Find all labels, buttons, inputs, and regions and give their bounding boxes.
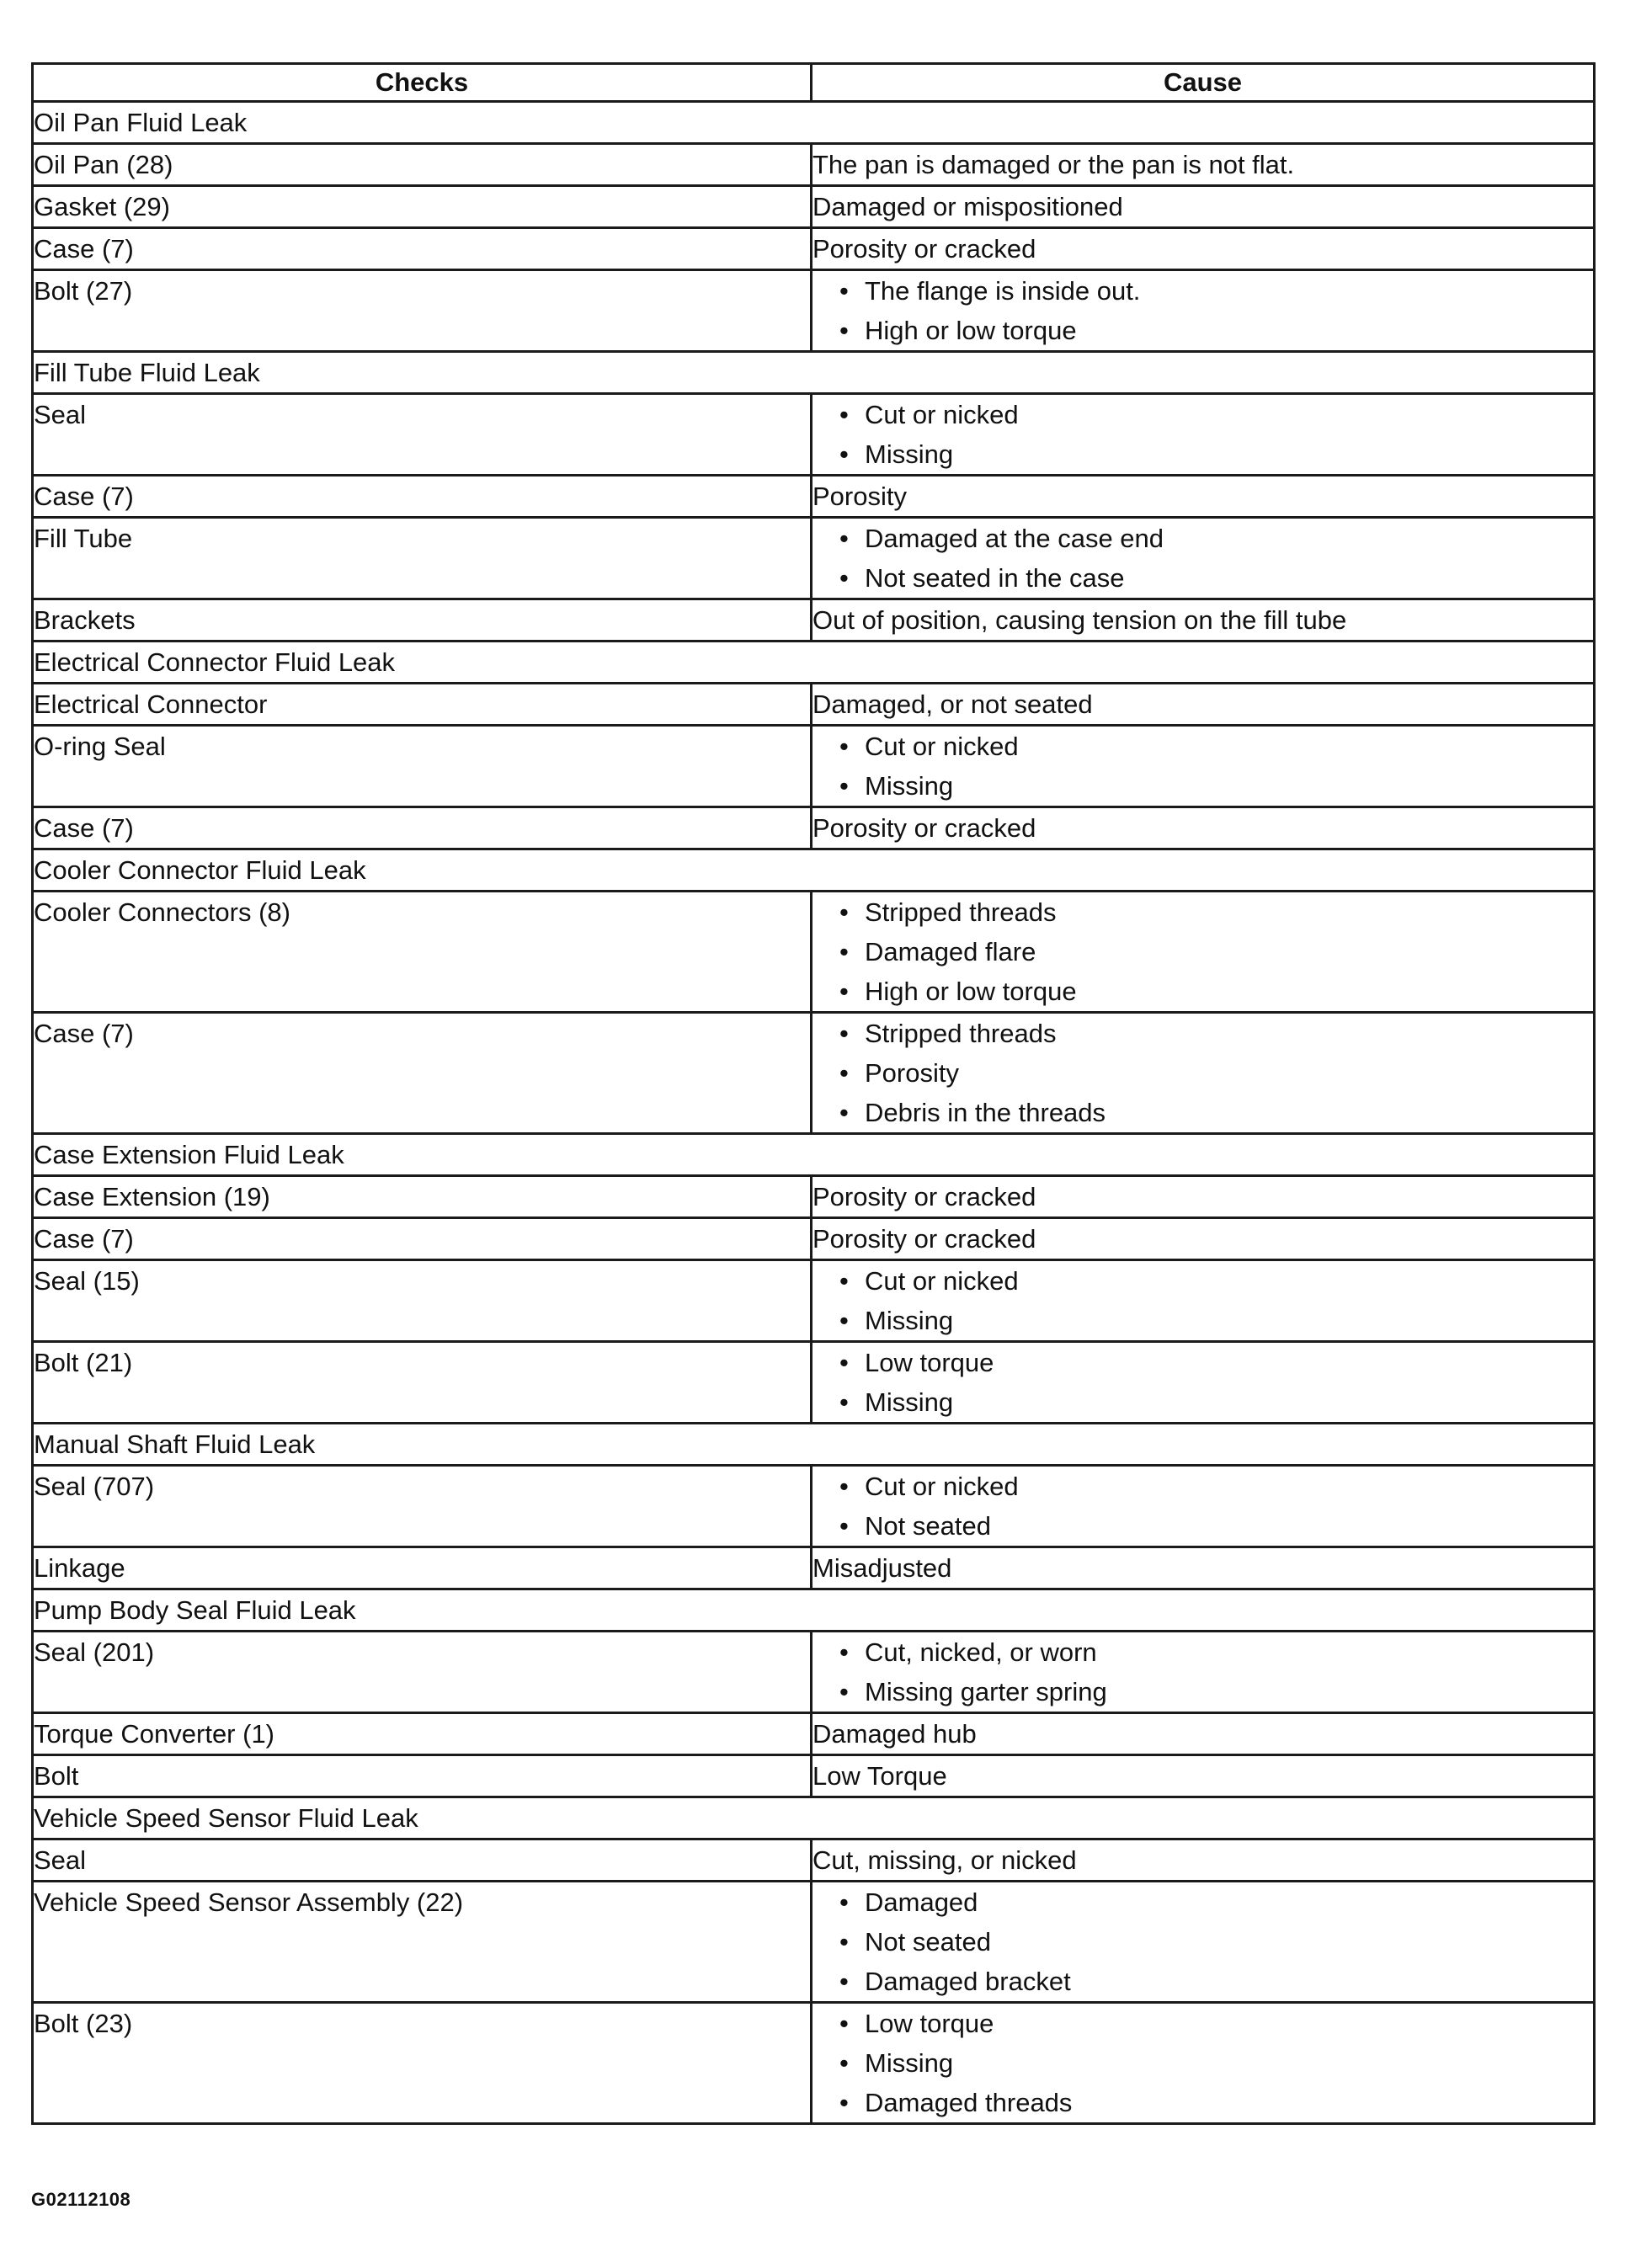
table-row — [33, 726, 1595, 807]
cause-list-item: • Debris in the threads — [839, 1093, 1593, 1132]
cause-cell: Porosity — [812, 476, 1595, 518]
table-row — [33, 807, 1595, 849]
cause-list — [812, 1014, 1593, 1132]
header-cause: Cause — [812, 64, 1595, 102]
section-title: Fill Tube Fluid Leak — [33, 352, 1595, 394]
cause-list-item: • Stripped threads — [839, 1014, 1593, 1053]
cause-cell — [812, 1882, 1595, 2003]
cause-list-item: • Missing garter spring — [839, 1672, 1593, 1712]
cause-cell — [812, 1260, 1595, 1342]
diagnostic-table — [31, 62, 1596, 2125]
check-cell: Case (7) — [33, 807, 812, 849]
cause-list — [812, 1467, 1593, 1546]
check-cell: Bolt (23) — [33, 2003, 812, 2124]
cause-cell — [812, 2003, 1595, 2124]
section-row — [33, 1134, 1595, 1176]
cause-list-item: • Missing — [839, 1301, 1593, 1340]
cause-list-item: • High or low torque — [839, 972, 1593, 1011]
table-row — [33, 1176, 1595, 1218]
cause-cell: Damaged hub — [812, 1713, 1595, 1755]
cause-list-item: • Missing — [839, 1382, 1593, 1422]
cause-cell: The pan is damaged or the pan is not flat. — [812, 144, 1595, 186]
cause-cell — [812, 394, 1595, 476]
cause-cell — [812, 1342, 1595, 1424]
table-row — [33, 599, 1595, 642]
cause-cell: Out of position, causing tension on the fill tube — [812, 599, 1595, 642]
cause-list — [812, 395, 1593, 474]
cause-list-item: • Not seated in the case — [839, 558, 1593, 598]
cause-cell: Misadjusted — [812, 1547, 1595, 1589]
cause-list-item: • Missing — [839, 2043, 1593, 2083]
check-cell: Case (7) — [33, 1218, 812, 1260]
check-cell: Seal (15) — [33, 1260, 812, 1342]
section-title: Electrical Connector Fluid Leak — [33, 642, 1595, 684]
table-row — [33, 1013, 1595, 1134]
table-row — [33, 1755, 1595, 1797]
cause-list — [812, 727, 1593, 806]
table-row — [33, 1839, 1595, 1882]
check-cell: Torque Converter (1) — [33, 1713, 812, 1755]
section-row — [33, 102, 1595, 144]
check-cell: Brackets — [33, 599, 812, 642]
cause-list-item: • Porosity — [839, 1053, 1593, 1093]
cause-cell — [812, 270, 1595, 352]
cause-list — [812, 271, 1593, 350]
check-cell: Fill Tube — [33, 518, 812, 599]
cause-list-item: • Damaged at the case end — [839, 519, 1593, 558]
table-header — [33, 64, 1595, 102]
cause-list-item: • Damaged flare — [839, 932, 1593, 972]
section-row — [33, 642, 1595, 684]
check-cell: Seal (201) — [33, 1632, 812, 1713]
table-row — [33, 1713, 1595, 1755]
check-cell: Vehicle Speed Sensor Assembly (22) — [33, 1882, 812, 2003]
cause-list-item: • Missing — [839, 766, 1593, 806]
cause-list-item: • Low torque — [839, 2004, 1593, 2043]
table-row — [33, 684, 1595, 726]
cause-list-item: • Damaged — [839, 1882, 1593, 1922]
check-cell: Bolt (27) — [33, 270, 812, 352]
check-cell: Case (7) — [33, 476, 812, 518]
check-cell: Case (7) — [33, 228, 812, 270]
section-title: Pump Body Seal Fluid Leak — [33, 1589, 1595, 1632]
cause-list — [812, 2004, 1593, 2122]
cause-cell — [812, 518, 1595, 599]
cause-list-item: • Cut or nicked — [839, 395, 1593, 434]
section-row — [33, 1424, 1595, 1466]
cause-list — [812, 1343, 1593, 1422]
cause-list — [812, 1882, 1593, 2001]
check-cell: Cooler Connectors (8) — [33, 892, 812, 1013]
cause-list-item: • Cut, nicked, or worn — [839, 1632, 1593, 1672]
header-row — [33, 64, 1595, 102]
section-title: Manual Shaft Fluid Leak — [33, 1424, 1595, 1466]
section-title: Vehicle Speed Sensor Fluid Leak — [33, 1797, 1595, 1839]
check-cell: Bolt — [33, 1755, 812, 1797]
cause-list-item: • Stripped threads — [839, 892, 1593, 932]
section-title: Cooler Connector Fluid Leak — [33, 849, 1595, 892]
cause-cell: Damaged, or not seated — [812, 684, 1595, 726]
check-cell: Bolt (21) — [33, 1342, 812, 1424]
cause-cell: Damaged or mispositioned — [812, 186, 1595, 228]
cause-cell: Porosity or cracked — [812, 228, 1595, 270]
cause-list-item: • Cut or nicked — [839, 1261, 1593, 1301]
figure-code: G02112108 — [31, 2189, 131, 2210]
check-cell: O-ring Seal — [33, 726, 812, 807]
table-row — [33, 394, 1595, 476]
section-row — [33, 849, 1595, 892]
section-row — [33, 1589, 1595, 1632]
cause-cell: Cut, missing, or nicked — [812, 1839, 1595, 1882]
cause-list-item: • Low torque — [839, 1343, 1593, 1382]
section-row — [33, 352, 1595, 394]
table-row — [33, 1260, 1595, 1342]
cause-cell — [812, 1013, 1595, 1134]
header-checks: Checks — [33, 64, 812, 102]
cause-list — [812, 519, 1593, 598]
check-cell: Case (7) — [33, 1013, 812, 1134]
table-row — [33, 228, 1595, 270]
section-title: Oil Pan Fluid Leak — [33, 102, 1595, 144]
cause-cell: Low Torque — [812, 1755, 1595, 1797]
check-cell: Seal — [33, 394, 812, 476]
table-row — [33, 1466, 1595, 1547]
table-row — [33, 518, 1595, 599]
table-row — [33, 476, 1595, 518]
cause-list-item: • Missing — [839, 434, 1593, 474]
cause-cell: Porosity or cracked — [812, 807, 1595, 849]
cause-list — [812, 892, 1593, 1011]
cause-cell — [812, 892, 1595, 1013]
table-row — [33, 1882, 1595, 2003]
section-title: Case Extension Fluid Leak — [33, 1134, 1595, 1176]
table-row — [33, 1342, 1595, 1424]
check-cell: Gasket (29) — [33, 186, 812, 228]
cause-list — [812, 1632, 1593, 1712]
check-cell: Seal — [33, 1839, 812, 1882]
cause-list-item: • Cut or nicked — [839, 1467, 1593, 1506]
check-cell: Seal (707) — [33, 1466, 812, 1547]
cause-cell: Porosity or cracked — [812, 1176, 1595, 1218]
table-row — [33, 892, 1595, 1013]
check-cell: Case Extension (19) — [33, 1176, 812, 1218]
table-row — [33, 144, 1595, 186]
table-row — [33, 270, 1595, 352]
cause-list-item: • Damaged bracket — [839, 1962, 1593, 2001]
cause-cell — [812, 1466, 1595, 1547]
table-body — [33, 102, 1595, 2124]
cause-list-item: • Cut or nicked — [839, 727, 1593, 766]
cause-cell — [812, 726, 1595, 807]
cause-cell — [812, 1632, 1595, 1713]
cause-list — [812, 1261, 1593, 1340]
table-row — [33, 1547, 1595, 1589]
section-row — [33, 1797, 1595, 1839]
check-cell: Electrical Connector — [33, 684, 812, 726]
check-cell: Linkage — [33, 1547, 812, 1589]
cause-list-item: • Not seated — [839, 1506, 1593, 1546]
table-row — [33, 2003, 1595, 2124]
cause-list-item: • Not seated — [839, 1922, 1593, 1962]
cause-list-item: • The flange is inside out. — [839, 271, 1593, 311]
cause-list-item: • Damaged threads — [839, 2083, 1593, 2122]
table-row — [33, 1632, 1595, 1713]
check-cell: Oil Pan (28) — [33, 144, 812, 186]
cause-list-item: • High or low torque — [839, 311, 1593, 350]
table-row — [33, 1218, 1595, 1260]
cause-cell: Porosity or cracked — [812, 1218, 1595, 1260]
table-row — [33, 186, 1595, 228]
